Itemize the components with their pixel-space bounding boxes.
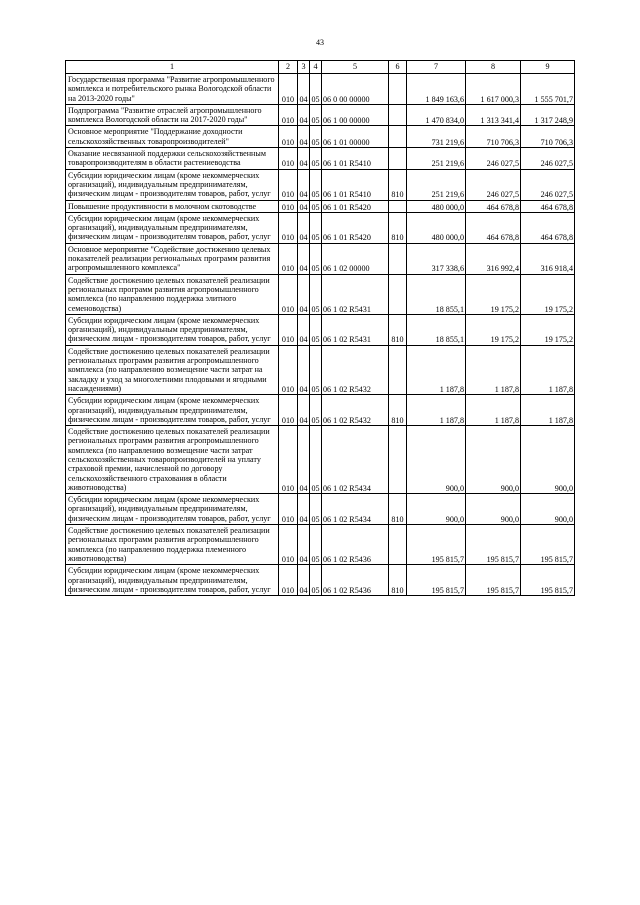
cell-ministry-code: 010 [279, 148, 298, 170]
cell-ministry-code: 010 [279, 565, 298, 596]
cell-target-article: 06 1 02 R5436 [322, 565, 389, 596]
cell-section: 04 [298, 494, 310, 525]
row-name: Субсидии юридическим лицам (кроме некоммерческих организаций), индивидуальным предпринимателям, физическим лицам - производителям товаров, работ, услуг [66, 314, 279, 345]
cell-target-article: 06 1 01 00000 [322, 126, 389, 148]
table-row [66, 148, 575, 170]
cell-amount-col9: 316 918,4 [521, 243, 575, 274]
cell-amount-col8: 900,0 [466, 494, 521, 525]
cell-ministry-code: 010 [279, 314, 298, 345]
cell-amount-col9: 19 175,2 [521, 314, 575, 345]
cell-amount-col7: 1 187,8 [407, 395, 466, 426]
row-name: Основное мероприятие "Поддержание доходности сельскохозяйственных товаропроизводителей" [66, 126, 279, 148]
cell-section: 04 [298, 395, 310, 426]
cell-subsection: 05 [310, 345, 322, 394]
cell-section: 04 [298, 314, 310, 345]
table-row [66, 104, 575, 126]
cell-amount-col7: 480 000,0 [407, 200, 466, 212]
cell-amount-col7: 317 338,6 [407, 243, 466, 274]
cell-section: 04 [298, 148, 310, 170]
cell-expense-type [389, 126, 407, 148]
cell-amount-col7: 195 815,7 [407, 525, 466, 565]
header-col-7: 7 [407, 61, 466, 74]
cell-subsection: 05 [310, 200, 322, 212]
cell-subsection: 05 [310, 148, 322, 170]
row-name: Субсидии юридическим лицам (кроме некоммерческих организаций), индивидуальным предпринимателям, физическим лицам - производителям товаров, работ, услуг [66, 395, 279, 426]
cell-amount-col7: 480 000,0 [407, 212, 466, 243]
cell-section: 04 [298, 126, 310, 148]
header-col-6: 6 [389, 61, 407, 74]
budget-table [65, 60, 575, 596]
cell-amount-col7: 251 219,6 [407, 169, 466, 200]
cell-amount-col9: 246 027,5 [521, 148, 575, 170]
cell-amount-col7: 18 855,1 [407, 274, 466, 314]
cell-amount-col8: 1 187,8 [466, 395, 521, 426]
table-body [66, 61, 575, 596]
cell-subsection: 05 [310, 395, 322, 426]
cell-subsection: 05 [310, 169, 322, 200]
cell-section: 04 [298, 345, 310, 394]
table-row [66, 395, 575, 426]
cell-subsection: 05 [310, 274, 322, 314]
cell-subsection: 05 [310, 525, 322, 565]
cell-subsection: 05 [310, 494, 322, 525]
cell-amount-col8: 246 027,5 [466, 148, 521, 170]
cell-amount-col8: 464 678,8 [466, 212, 521, 243]
header-col-9: 9 [521, 61, 575, 74]
cell-amount-col8: 195 815,7 [466, 565, 521, 596]
cell-section: 04 [298, 525, 310, 565]
table-row [66, 200, 575, 212]
cell-amount-col8: 900,0 [466, 426, 521, 494]
cell-amount-col8: 464 678,8 [466, 200, 521, 212]
cell-amount-col7: 900,0 [407, 426, 466, 494]
cell-ministry-code: 010 [279, 126, 298, 148]
cell-target-article: 06 1 02 R5431 [322, 274, 389, 314]
cell-section: 04 [298, 104, 310, 126]
cell-amount-col7: 251 219,6 [407, 148, 466, 170]
cell-amount-col9: 1 317 248,9 [521, 104, 575, 126]
cell-section: 04 [298, 74, 310, 105]
cell-amount-col9: 464 678,8 [521, 200, 575, 212]
cell-ministry-code: 010 [279, 74, 298, 105]
cell-expense-type [389, 426, 407, 494]
row-name: Субсидии юридическим лицам (кроме некоммерческих организаций), индивидуальным предпринимателям, физическим лицам - производителям товаров, работ, услуг [66, 212, 279, 243]
cell-amount-col8: 195 815,7 [466, 525, 521, 565]
cell-target-article: 06 1 01 R5410 [322, 169, 389, 200]
cell-section: 04 [298, 565, 310, 596]
cell-amount-col8: 246 027,5 [466, 169, 521, 200]
row-name: Содействие достижению целевых показателей реализации региональных программ развития агропромышленного комплекса (по направлению поддержка племенного животноводства) [66, 525, 279, 565]
cell-expense-type [389, 243, 407, 274]
cell-amount-col8: 316 992,4 [466, 243, 521, 274]
table-row [66, 212, 575, 243]
cell-section: 04 [298, 426, 310, 494]
cell-expense-type [389, 345, 407, 394]
header-col-4: 4 [310, 61, 322, 74]
cell-subsection: 05 [310, 126, 322, 148]
cell-amount-col9: 19 175,2 [521, 274, 575, 314]
cell-amount-col7: 731 219,6 [407, 126, 466, 148]
cell-ministry-code: 010 [279, 243, 298, 274]
cell-target-article: 06 1 02 R5434 [322, 494, 389, 525]
row-name: Субсидии юридическим лицам (кроме некоммерческих организаций), индивидуальным предпринимателям, физическим лицам - производителям товаров, работ, услуг [66, 565, 279, 596]
table-row [66, 243, 575, 274]
header-col-2: 2 [279, 61, 298, 74]
cell-expense-type [389, 104, 407, 126]
cell-ministry-code: 010 [279, 494, 298, 525]
cell-target-article: 06 1 01 R5420 [322, 200, 389, 212]
cell-expense-type: 810 [389, 494, 407, 525]
table-row [66, 426, 575, 494]
table-header-row [66, 61, 575, 74]
row-name: Содействие достижению целевых показателей реализации региональных программ развития агропромышленного комплекса (по направлению поддержка элитного семеноводства) [66, 274, 279, 314]
row-name: Субсидии юридическим лицам (кроме некоммерческих организаций), индивидуальным предпринимателям, физическим лицам - производителям товаров, работ, услуг [66, 494, 279, 525]
cell-target-article: 06 1 02 R5436 [322, 525, 389, 565]
cell-amount-col9: 1 187,8 [521, 395, 575, 426]
table-row [66, 126, 575, 148]
cell-expense-type [389, 274, 407, 314]
cell-target-article: 06 1 02 R5432 [322, 395, 389, 426]
cell-amount-col9: 464 678,8 [521, 212, 575, 243]
row-name: Содействие достижению целевых показателей реализации региональных программ развития агропромышленного комплекса (по направлению возмещение части затрат сельскохозяйственных товаропроизводителей на уплату страховой премии, начисленной по договору сельскохозяйственного страхования в области животноводства) [66, 426, 279, 494]
cell-amount-col9: 710 706,3 [521, 126, 575, 148]
table-row [66, 169, 575, 200]
cell-ministry-code: 010 [279, 200, 298, 212]
cell-amount-col9: 1 187,8 [521, 345, 575, 394]
cell-target-article: 06 1 00 00000 [322, 104, 389, 126]
cell-subsection: 05 [310, 314, 322, 345]
cell-ministry-code: 010 [279, 104, 298, 126]
cell-amount-col7: 1 470 834,0 [407, 104, 466, 126]
cell-section: 04 [298, 212, 310, 243]
cell-subsection: 05 [310, 212, 322, 243]
header-col-5: 5 [322, 61, 389, 74]
cell-section: 04 [298, 243, 310, 274]
cell-ministry-code: 010 [279, 426, 298, 494]
cell-expense-type [389, 525, 407, 565]
cell-ministry-code: 010 [279, 274, 298, 314]
row-name: Подпрограмма "Развитие отраслей агропромышленного комплекса Вологодской области на 2017-2020 годы" [66, 104, 279, 126]
cell-amount-col7: 18 855,1 [407, 314, 466, 345]
cell-expense-type: 810 [389, 314, 407, 345]
row-name: Содействие достижению целевых показателей реализации региональных программ развития агропромышленного комплекса (по направлению возмещение части затрат на закладку и уход за многолетними плодовыми и ягодными насаждениями) [66, 345, 279, 394]
row-name: Субсидии юридическим лицам (кроме некоммерческих организаций), индивидуальным предпринимателям, физическим лицам - производителям товаров, работ, услуг [66, 169, 279, 200]
cell-amount-col9: 246 027,5 [521, 169, 575, 200]
cell-subsection: 05 [310, 104, 322, 126]
cell-section: 04 [298, 200, 310, 212]
cell-amount-col9: 195 815,7 [521, 565, 575, 596]
cell-ministry-code: 010 [279, 395, 298, 426]
cell-expense-type: 810 [389, 212, 407, 243]
table-row [66, 274, 575, 314]
cell-ministry-code: 010 [279, 525, 298, 565]
cell-amount-col9: 900,0 [521, 494, 575, 525]
cell-expense-type [389, 74, 407, 105]
cell-target-article: 06 1 02 00000 [322, 243, 389, 274]
cell-section: 04 [298, 274, 310, 314]
cell-amount-col7: 1 849 163,6 [407, 74, 466, 105]
cell-ministry-code: 010 [279, 169, 298, 200]
table-row [66, 525, 575, 565]
cell-amount-col8: 19 175,2 [466, 274, 521, 314]
cell-expense-type [389, 148, 407, 170]
cell-amount-col9: 1 555 701,7 [521, 74, 575, 105]
table-row [66, 74, 575, 105]
row-name: Повышение продуктивности в молочном скотоводстве [66, 200, 279, 212]
row-name: Государственная программа "Развитие агропромышленного комплекса и потребительского рынка Вологодской области на 2013-2020 годы" [66, 74, 279, 105]
cell-target-article: 06 1 02 R5434 [322, 426, 389, 494]
cell-amount-col7: 1 187,8 [407, 345, 466, 394]
cell-amount-col7: 195 815,7 [407, 565, 466, 596]
cell-subsection: 05 [310, 74, 322, 105]
table-row [66, 494, 575, 525]
table-row [66, 565, 575, 596]
cell-target-article: 06 0 00 00000 [322, 74, 389, 105]
cell-amount-col8: 1 617 000,3 [466, 74, 521, 105]
cell-target-article: 06 1 02 R5431 [322, 314, 389, 345]
row-name: Оказание несвязанной поддержки сельскохозяйственным товаропроизводителям в области растениеводства [66, 148, 279, 170]
header-col-3: 3 [298, 61, 310, 74]
cell-target-article: 06 1 02 R5432 [322, 345, 389, 394]
page-number: 43 [316, 38, 324, 47]
cell-expense-type: 810 [389, 565, 407, 596]
cell-amount-col8: 1 313 341,4 [466, 104, 521, 126]
cell-amount-col7: 900,0 [407, 494, 466, 525]
cell-section: 04 [298, 169, 310, 200]
cell-target-article: 06 1 01 R5410 [322, 148, 389, 170]
cell-amount-col9: 900,0 [521, 426, 575, 494]
cell-amount-col8: 710 706,3 [466, 126, 521, 148]
cell-expense-type [389, 200, 407, 212]
cell-expense-type: 810 [389, 395, 407, 426]
cell-ministry-code: 010 [279, 345, 298, 394]
cell-amount-col8: 19 175,2 [466, 314, 521, 345]
cell-subsection: 05 [310, 243, 322, 274]
cell-subsection: 05 [310, 565, 322, 596]
table-row [66, 345, 575, 394]
cell-amount-col8: 1 187,8 [466, 345, 521, 394]
cell-amount-col9: 195 815,7 [521, 525, 575, 565]
cell-expense-type: 810 [389, 169, 407, 200]
table-row [66, 314, 575, 345]
row-name: Основное мероприятие "Содействие достижению целевых показателей реализации региональных программ развития агропромышленного комплекса" [66, 243, 279, 274]
header-col-1: 1 [66, 61, 279, 74]
cell-subsection: 05 [310, 426, 322, 494]
cell-target-article: 06 1 01 R5420 [322, 212, 389, 243]
cell-ministry-code: 010 [279, 212, 298, 243]
header-col-8: 8 [466, 61, 521, 74]
